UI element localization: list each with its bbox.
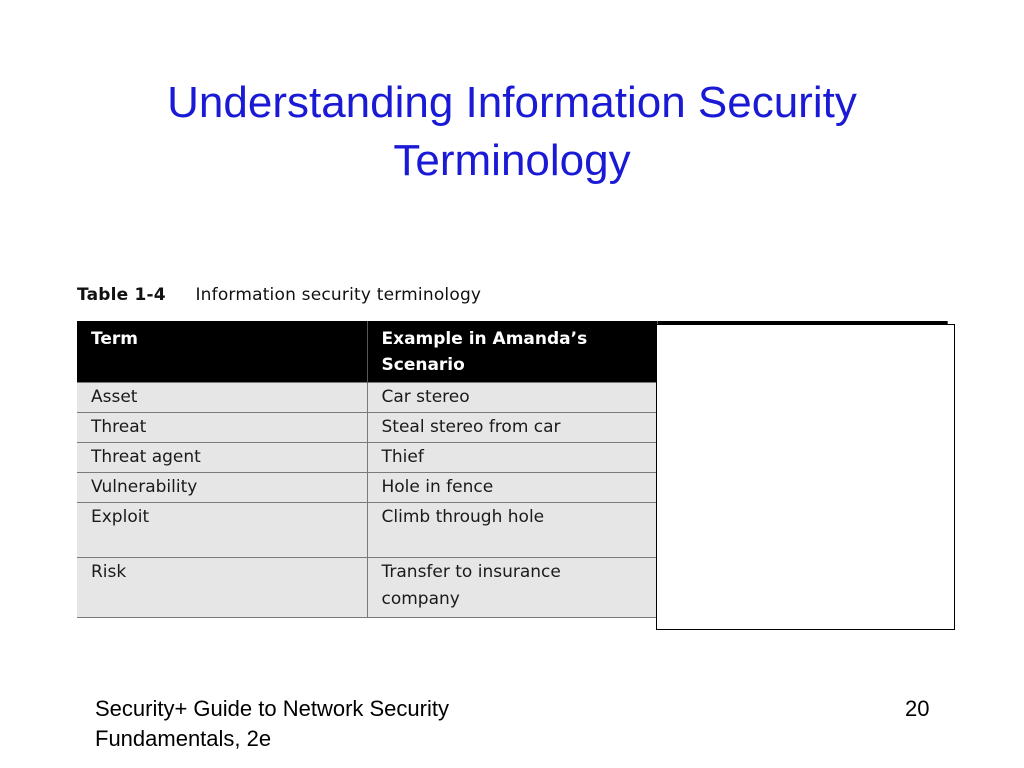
cell-term: Asset — [77, 383, 367, 413]
cover-box — [656, 324, 955, 630]
slide-title-line-2: Terminology — [393, 136, 631, 185]
cell-example: Climb through hole — [367, 503, 657, 558]
cell-term: Threat — [77, 413, 367, 443]
slide-title-line-1: Understanding Information Security — [167, 78, 857, 127]
cell-example: Thief — [367, 443, 657, 473]
table-caption — [77, 285, 481, 305]
slide-title — [0, 74, 1024, 190]
header-term: Term — [77, 321, 367, 383]
header-example: Example in Amanda’s Scenario — [367, 321, 657, 383]
cell-example: Hole in fence — [367, 473, 657, 503]
cell-term: Exploit — [77, 503, 367, 558]
cell-term: Threat agent — [77, 443, 367, 473]
footer-book-title — [95, 694, 449, 754]
table-caption-text: Information security terminology — [195, 285, 482, 305]
cell-example: Car stereo — [367, 383, 657, 413]
footer-line-2: Fundamentals, 2e — [95, 726, 272, 751]
cell-term: Risk — [77, 558, 367, 618]
page-number: 20 — [905, 696, 930, 721]
footer-line-1: Security+ Guide to Network Security — [95, 696, 449, 721]
cell-example: Steal stereo from car — [367, 413, 657, 443]
table-caption-number: Table 1-4 — [77, 285, 166, 305]
cell-example: Transfer to insurance company — [367, 558, 657, 618]
cell-term: Vulnerability — [77, 473, 367, 503]
